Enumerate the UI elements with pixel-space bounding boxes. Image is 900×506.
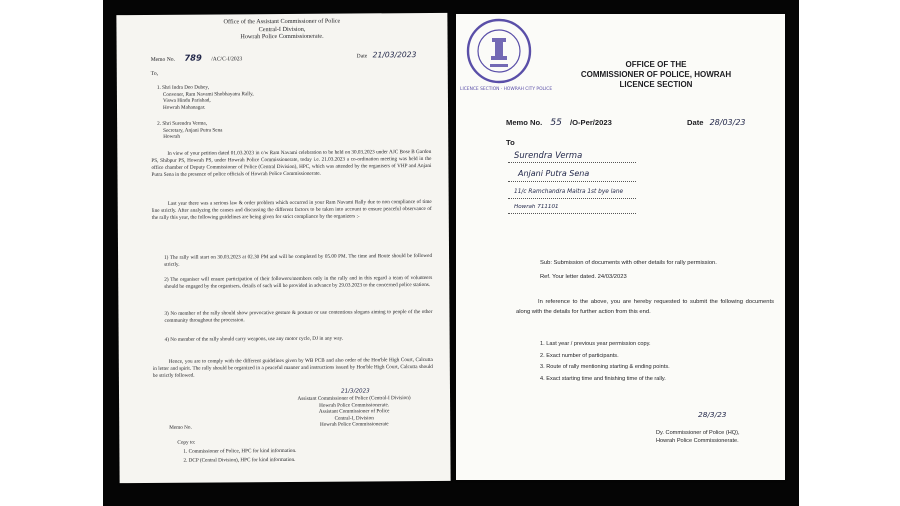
right-subject: Sub: Submission of documents with other details for rally permission. <box>540 260 717 266</box>
left-letter <box>116 13 450 483</box>
right-addressee-city: Howrah 711101 <box>514 204 559 210</box>
right-addressee-underline <box>508 181 636 182</box>
left-addr2-line: 2. Shri Surendra Verma, <box>157 120 208 127</box>
right-item: 1. Last year / previous year permission copy. <box>540 341 651 347</box>
left-guideline-1: 1) The rally will start on 30.03.2023 at 02.30 PM and will be completed by 05.00 PM. The time and Route should be followed strictly. <box>164 252 433 268</box>
left-signatory-line: Howrah Police Commissionerate. <box>319 401 390 409</box>
left-date-label: Date <box>356 53 368 60</box>
left-addr1-line: Viswa Hindu Parishad, <box>162 97 211 105</box>
right-addressee-name: Surendra Verma <box>514 150 583 160</box>
right-header-line-2: COMMISSIONER OF POLICE, HOWRAH <box>580 70 732 79</box>
right-addressee-underline <box>508 198 636 199</box>
right-to-label: To <box>506 138 515 147</box>
left-signatory-line: Assistant Commissioner of Police (Central-I Division) <box>297 395 411 402</box>
left-addressee-1 <box>157 84 254 111</box>
left-memo-line <box>151 52 243 63</box>
right-date-label: Date <box>687 118 704 127</box>
left-addr1-line: Convener, Ram Navami Shobhayatra Rally, <box>162 90 254 98</box>
right-signatory-line: Howrah Police Commissionerate. <box>656 437 739 444</box>
left-date-line <box>357 50 417 59</box>
police-stamp-emblem <box>464 16 534 86</box>
left-memo-number: 789 <box>184 52 202 63</box>
left-addr1-line: 1. Shri Indra Deo Dubey, <box>156 84 210 91</box>
left-to-label: To, <box>150 70 159 77</box>
left-seal-line: Central-I, Division <box>334 415 374 422</box>
left-addr2-line: Howrah <box>163 133 180 141</box>
left-paragraph-1: In view of your petition dated 01.03.2023 in c/w Ram Navami celebration to be held on 30.03.2023 under AJC Bose B Garden PS, Shibpur PS, Howrah PS, under Howrah Police Commissionerate, today i.e. 21.03.2023 a co-ordination meeting was held in the office chamber of Deputy Commissioner of Police (Central Division), HPC, which was attended by the organisers of VHP and Anjani Putra Sena in the presence of police officials of Howrah Police Commissionerate. <box>151 148 432 178</box>
right-addressee-org: Anjani Putra Sena <box>518 169 590 178</box>
left-memo-suffix: /AC/C-I/2023 <box>211 56 243 63</box>
left-header-line-1: Office of the Assistant Commissioner of Police <box>223 17 341 26</box>
right-items-list <box>540 339 670 385</box>
right-reference: Ref. Your letter dated. 24/03/2023 <box>540 274 627 280</box>
left-copy-item: 1. Commissioner of Police, HPC for kind information. <box>183 447 297 455</box>
left-addr2-line: Secretary, Anjani Putra Sena <box>163 127 223 134</box>
right-letter-header <box>551 60 761 90</box>
left-date-value: 21/03/2023 <box>372 50 417 60</box>
left-memo-no-label: Memo No. <box>169 424 192 431</box>
right-date-line <box>687 118 746 127</box>
left-seal-line: Assistant Commissioner of Police <box>318 408 390 415</box>
right-memo-label: Memo No. <box>506 118 543 127</box>
left-signatory-block <box>259 395 449 429</box>
right-memo-line <box>506 118 612 128</box>
right-header-line-1: OFFICE OF THE <box>625 60 687 69</box>
right-signatory-line: Dy. Commissioner of Police (HQ), <box>656 430 740 436</box>
left-copy-list <box>183 447 296 466</box>
right-header-line-3: LICENCE SECTION <box>619 80 693 89</box>
left-signature-date: 21/3/2023 <box>340 388 370 395</box>
left-paragraph-3: Hence, you are to comply with the different guidelines given by WB PCB and also order of the Hon'ble High Court, Calcutta in letter and spirit. The rally should be organized in a peaceful manner and instructions issued by Hon'ble High Court, Calcutta should be strictly followed. <box>152 356 433 379</box>
right-item: 3. Route of rally mentioning starting & ending points. <box>540 364 670 370</box>
left-addressee-2 <box>157 120 222 140</box>
right-addressee-street: 11/c Ramchandra Maitra 1st bye lane <box>514 189 624 195</box>
left-seal-line: Howrah Police Commissionerate <box>319 421 389 429</box>
right-letter <box>456 14 785 480</box>
right-item: 2. Exact number of participants. <box>540 352 619 359</box>
left-guideline-2: 2) The organiser will ensure participation of their followers/members only in the rally and in this regard a team of volunteers should be engaged by the organisers, details of such will be provided in advance by 29.03.2023 to the concerned police stations. <box>164 274 433 290</box>
right-signatory-block <box>656 430 740 445</box>
left-paragraph-2: Last year there was a serious law & order problem which occurred in your Ram Navami Rally due to non compliance of time line strictly. After analyzing the causes and discussing the different factors to be taken into account to ensure peaceful observance of the rally this year, the following guidelines are being given for strict compliance by the organizers :- <box>151 198 432 221</box>
right-item: 4. Exact starting time and finishing time of the rally. <box>540 375 666 382</box>
right-signature-date: 28/3/23 <box>698 410 727 419</box>
right-body-paragraph: In reference to the above, you are hereby requested to submit the following documents along with the details for further action from this end. <box>516 299 774 315</box>
left-copy-item: 2. DCP (Central Division), HPC for kind information. <box>183 456 296 464</box>
left-addr1-line: Howrah Mahanagar. <box>162 104 206 111</box>
left-guideline-4: 4) No member of the rally should carry weapons, use any motor cycle, DJ in any way. <box>164 335 344 343</box>
right-addressee-underline <box>508 213 636 214</box>
right-date-value: 28/03/23 <box>709 118 746 127</box>
left-memo-label: Memo No. <box>150 56 175 63</box>
left-header-line-2: Central-I Division, <box>258 25 306 33</box>
left-header-line-3: Howrah Police Commissionerate. <box>240 32 324 41</box>
right-addressee-underline <box>508 162 636 163</box>
left-letter-header <box>116 17 447 42</box>
stamp-text: LICENCE SECTION · HOWRAH CITY POLICE <box>460 87 553 92</box>
right-memo-suffix: /O-Per/2023 <box>570 118 612 127</box>
left-copy-to-label: Copy to: <box>177 439 196 446</box>
left-guideline-3: 3) No member of the rally should show provocative gesture & posture or use contentious slogans aiming to people of the other community throughout the procession. <box>164 308 433 324</box>
right-memo-number: 55 <box>550 118 562 128</box>
